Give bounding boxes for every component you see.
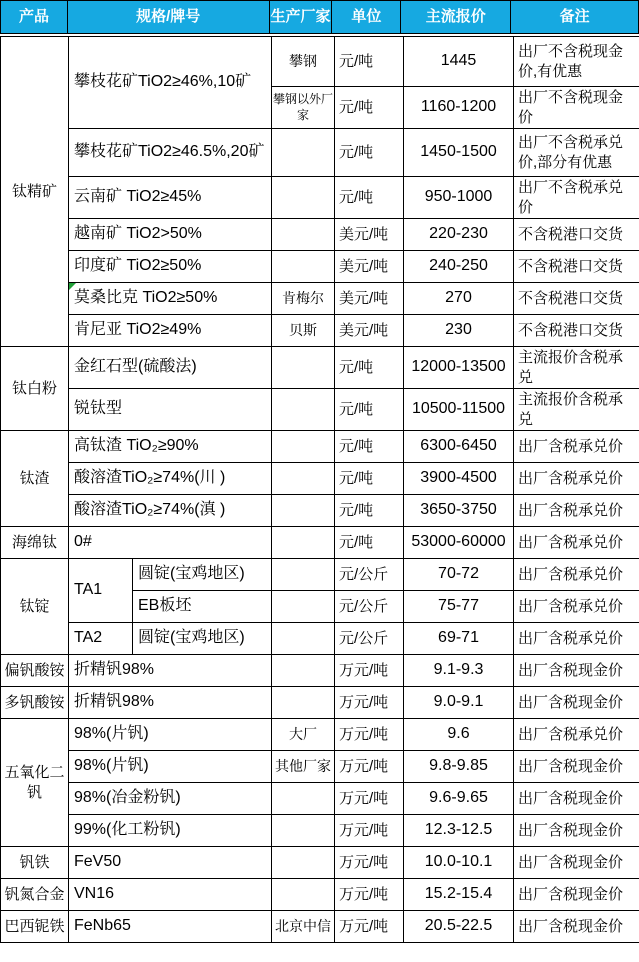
table-row: [1, 559, 639, 591]
spec-cell: 金红石型(硫酸法): [69, 347, 272, 389]
price-cell: 69-71: [404, 623, 514, 655]
spec-grade-cell: TA2: [69, 623, 133, 655]
product-cell: 钛白粉: [1, 347, 69, 431]
price-cell: 3900-4500: [404, 463, 514, 495]
unit-cell: 元/吨: [335, 463, 404, 495]
spec-cell: 云南矿 TiO2≥45%: [69, 177, 272, 219]
note-cell: 不含税港口交货: [514, 283, 639, 315]
manufacturer-cell: [272, 687, 335, 719]
price-cell: 950-1000: [404, 177, 514, 219]
price-cell: 53000-60000: [404, 527, 514, 559]
price-cell: 9.6-9.65: [404, 783, 514, 815]
price-cell: 20.5-22.5: [404, 911, 514, 943]
unit-cell: 美元/吨: [335, 283, 404, 315]
note-cell: 不含税港口交货: [514, 251, 639, 283]
spec-shape-cell: 圆锭(宝鸡地区): [133, 623, 272, 655]
spec-cell: 折精钒98%: [69, 655, 272, 687]
price-cell: 230: [404, 315, 514, 347]
note-cell: 出厂含税承兑价: [514, 623, 639, 655]
table-row: [1, 687, 639, 719]
spec-cell: 折精钒98%: [69, 687, 272, 719]
unit-cell: 元/吨: [335, 527, 404, 559]
product-cell: 钛锭: [1, 559, 69, 655]
manufacturer-cell: 肯梅尔: [272, 283, 335, 315]
price-cell: 6300-6450: [404, 431, 514, 463]
manufacturer-cell: 攀钢以外厂家: [272, 87, 335, 129]
product-cell: 海绵钛: [1, 527, 69, 559]
note-cell: 不含税港口交货: [514, 219, 639, 251]
price-cell: 220-230: [404, 219, 514, 251]
table-row: [1, 389, 639, 431]
product-cell: 多钒酸铵: [1, 687, 69, 719]
unit-cell: 元/吨: [335, 389, 404, 431]
table-row: [1, 463, 639, 495]
manufacturer-cell: [272, 623, 335, 655]
manufacturer-cell: [272, 463, 335, 495]
unit-cell: 元/公斤: [335, 559, 404, 591]
note-cell: 出厂含税承兑价: [514, 495, 639, 527]
table-row: [1, 847, 639, 879]
table-row: [1, 37, 639, 87]
table-header-row: [0, 0, 639, 34]
manufacturer-cell: [272, 177, 335, 219]
unit-cell: 万元/吨: [335, 719, 404, 751]
price-cell: 10.0-10.1: [404, 847, 514, 879]
table-row: [1, 783, 639, 815]
price-table: [0, 36, 639, 943]
note-cell: 不含税港口交货: [514, 315, 639, 347]
spec-cell: 高钛渣 TiO₂≥90%: [69, 431, 272, 463]
spec-cell: 99%(化工粉钒): [69, 815, 272, 847]
manufacturer-cell: [272, 879, 335, 911]
spec-cell: 越南矿 TiO2>50%: [69, 219, 272, 251]
price-cell: 9.8-9.85: [404, 751, 514, 783]
spec-cell: FeV50: [69, 847, 272, 879]
manufacturer-cell: [272, 559, 335, 591]
spec-cell: 98%(片钒): [69, 751, 272, 783]
unit-cell: 万元/吨: [335, 847, 404, 879]
unit-cell: 万元/吨: [335, 751, 404, 783]
note-cell: 出厂含税现金价: [514, 815, 639, 847]
note-cell: 主流报价含税承兑: [514, 347, 639, 389]
product-cell: 五氧化二钒: [1, 719, 69, 847]
table-row: [1, 251, 639, 283]
table-row: [1, 751, 639, 783]
spec-cell: 酸溶渣TiO₂≥74%(滇 ): [69, 495, 272, 527]
note-cell: 出厂含税承兑价: [514, 591, 639, 623]
note-cell: 出厂含税现金价: [514, 655, 639, 687]
spec-cell: 肯尼亚 TiO2≥49%: [69, 315, 272, 347]
header-product: 产品: [0, 0, 68, 34]
price-cell: 240-250: [404, 251, 514, 283]
price-cell: 10500-11500: [404, 389, 514, 431]
note-cell: 出厂含税现金价: [514, 847, 639, 879]
price-cell: 270: [404, 283, 514, 315]
spec-cell: 酸溶渣TiO₂≥74%(川 ): [69, 463, 272, 495]
unit-cell: 元/吨: [335, 87, 404, 129]
spec-cell: 攀枝花矿TiO2≥46%,10矿: [69, 37, 272, 129]
table-row: [1, 315, 639, 347]
unit-cell: 元/吨: [335, 37, 404, 87]
unit-cell: 元/吨: [335, 495, 404, 527]
manufacturer-cell: [272, 527, 335, 559]
price-cell: 12000-13500: [404, 347, 514, 389]
product-cell: 钒铁: [1, 847, 69, 879]
manufacturer-cell: 其他厂家: [272, 751, 335, 783]
unit-cell: 万元/吨: [335, 687, 404, 719]
note-cell: 出厂含税现金价: [514, 687, 639, 719]
header-price: 主流报价: [400, 0, 511, 34]
table-row: [1, 815, 639, 847]
unit-cell: 美元/吨: [335, 315, 404, 347]
spec-cell: 印度矿 TiO2≥50%: [69, 251, 272, 283]
product-cell: 偏钒酸铵: [1, 655, 69, 687]
spec-cell: 锐钛型: [69, 389, 272, 431]
spec-cell: VN16: [69, 879, 272, 911]
manufacturer-cell: [272, 129, 335, 177]
note-cell: 出厂含税承兑价: [514, 719, 639, 751]
manufacturer-cell: [272, 251, 335, 283]
unit-cell: 元/公斤: [335, 623, 404, 655]
unit-cell: 万元/吨: [335, 879, 404, 911]
note-cell: 出厂不含税现金价,有优惠: [514, 37, 639, 87]
table-row: [1, 347, 639, 389]
table-row: [1, 527, 639, 559]
price-cell: 70-72: [404, 559, 514, 591]
spec-shape-cell: EB板坯: [133, 591, 272, 623]
header-manufacturer: 生产厂家: [269, 0, 333, 34]
table-row: [1, 283, 639, 315]
product-cell: 钒氮合金: [1, 879, 69, 911]
manufacturer-cell: [272, 219, 335, 251]
table-row: [1, 219, 639, 251]
note-cell: 出厂含税现金价: [514, 879, 639, 911]
manufacturer-cell: 大厂: [272, 719, 335, 751]
spec-cell: 莫桑比克 TiO2≥50%: [69, 283, 272, 315]
manufacturer-cell: [272, 783, 335, 815]
table-row: [1, 911, 639, 943]
table-row: [1, 495, 639, 527]
unit-cell: 万元/吨: [335, 655, 404, 687]
unit-cell: 元/吨: [335, 347, 404, 389]
unit-cell: 万元/吨: [335, 815, 404, 847]
note-cell: 出厂不含税承兑价,部分有优惠: [514, 129, 639, 177]
table-row: [1, 177, 639, 219]
manufacturer-cell: [272, 655, 335, 687]
note-cell: 出厂不含税现金价: [514, 87, 639, 129]
spec-shape-cell: 圆锭(宝鸡地区): [133, 559, 272, 591]
manufacturer-cell: [272, 347, 335, 389]
manufacturer-cell: [272, 495, 335, 527]
note-cell: 主流报价含税承兑: [514, 389, 639, 431]
unit-cell: 元/吨: [335, 431, 404, 463]
manufacturer-cell: 北京中信: [272, 911, 335, 943]
note-cell: 出厂不含税承兑价: [514, 177, 639, 219]
spec-cell: 98%(冶金粉钒): [69, 783, 272, 815]
manufacturer-cell: 贝斯: [272, 315, 335, 347]
note-cell: 出厂含税承兑价: [514, 559, 639, 591]
unit-cell: 元/吨: [335, 129, 404, 177]
note-cell: 出厂含税承兑价: [514, 431, 639, 463]
table-row: [1, 879, 639, 911]
manufacturer-cell: [272, 591, 335, 623]
header-unit: 单位: [331, 0, 401, 34]
table-row: [1, 129, 639, 177]
note-cell: 出厂含税现金价: [514, 751, 639, 783]
note-cell: 出厂含税承兑价: [514, 527, 639, 559]
unit-cell: 万元/吨: [335, 911, 404, 943]
spec-cell: 攀枝花矿TiO2≥46.5%,20矿: [69, 129, 272, 177]
price-cell: 1445: [404, 37, 514, 87]
price-cell: 9.1-9.3: [404, 655, 514, 687]
product-cell: 巴西铌铁: [1, 911, 69, 943]
comment-marker-icon: [69, 283, 76, 290]
price-cell: 1450-1500: [404, 129, 514, 177]
unit-cell: 万元/吨: [335, 783, 404, 815]
spec-grade-cell: TA1: [69, 559, 133, 623]
manufacturer-cell: [272, 431, 335, 463]
price-cell: 12.3-12.5: [404, 815, 514, 847]
price-cell: 75-77: [404, 591, 514, 623]
unit-cell: 元/公斤: [335, 591, 404, 623]
spec-cell: 98%(片钒): [69, 719, 272, 751]
price-cell: 9.6: [404, 719, 514, 751]
manufacturer-cell: [272, 815, 335, 847]
spec-cell: FeNb65: [69, 911, 272, 943]
table-row: [1, 431, 639, 463]
table-row: [1, 623, 639, 655]
manufacturer-cell: [272, 847, 335, 879]
header-note: 备注: [510, 0, 639, 34]
product-cell: 钛精矿: [1, 37, 69, 347]
price-cell: 15.2-15.4: [404, 879, 514, 911]
note-cell: 出厂含税承兑价: [514, 463, 639, 495]
spec-cell: 0#: [69, 527, 272, 559]
unit-cell: 元/吨: [335, 177, 404, 219]
unit-cell: 美元/吨: [335, 219, 404, 251]
table-row: [1, 719, 639, 751]
header-spec: 规格/牌号: [67, 0, 270, 34]
price-cell: 1160-1200: [404, 87, 514, 129]
product-cell: 钛渣: [1, 431, 69, 527]
note-cell: 出厂含税现金价: [514, 783, 639, 815]
price-cell: 9.0-9.1: [404, 687, 514, 719]
note-cell: 出厂含税现金价: [514, 911, 639, 943]
table-row: [1, 655, 639, 687]
unit-cell: 美元/吨: [335, 251, 404, 283]
manufacturer-cell: [272, 389, 335, 431]
price-cell: 3650-3750: [404, 495, 514, 527]
manufacturer-cell: 攀钢: [272, 37, 335, 87]
